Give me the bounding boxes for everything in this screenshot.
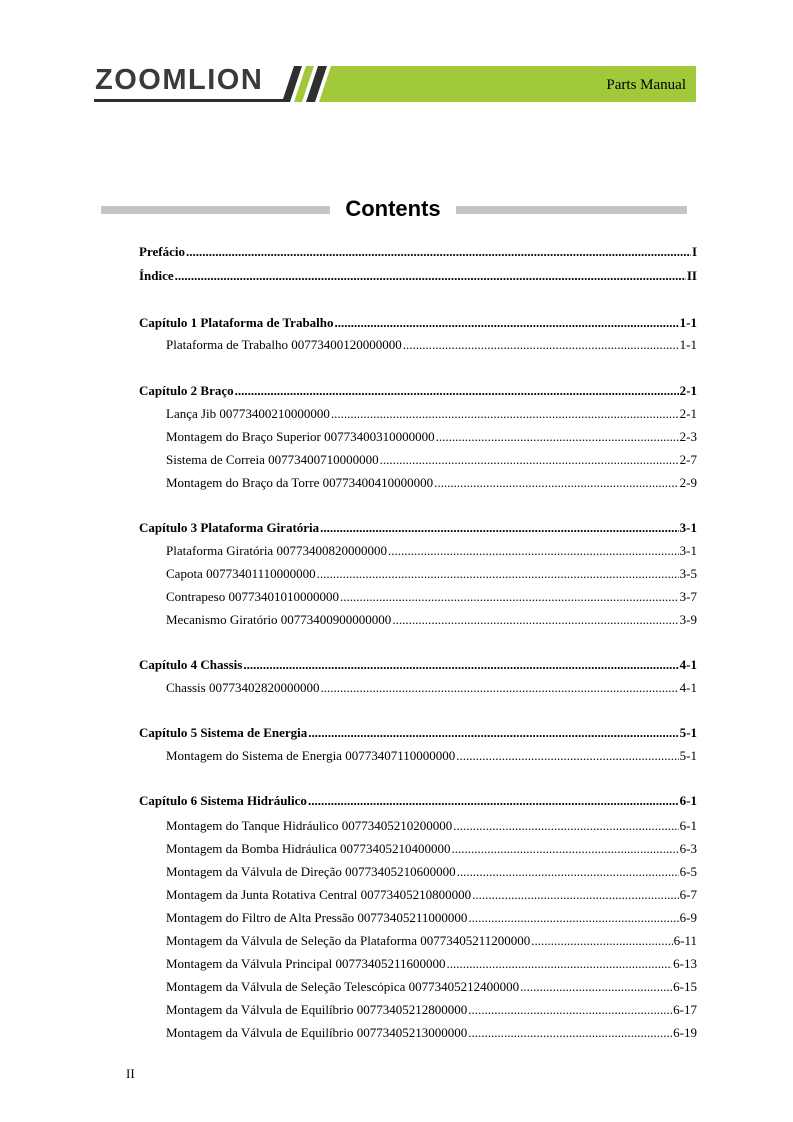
toc-leader-dots (317, 565, 679, 583)
toc-leader-dots (340, 588, 679, 606)
contents-rule-left (101, 206, 330, 214)
page-title: Contents (345, 196, 441, 221)
toc-entry[interactable] (166, 1001, 697, 1019)
toc-entry-label: Montagem da Válvula de Equilíbrio 00773405213000000 (166, 1025, 468, 1040)
toc-leader-dots (457, 863, 679, 881)
toc-entry-label: Plataforma Giratória 00773400820000000 (166, 543, 387, 558)
toc-entry[interactable] (166, 886, 697, 904)
toc-entry-label: Montagem da Válvula de Seleção da Plataforma 00773405211200000 (166, 933, 531, 948)
toc-leader-dots (453, 817, 678, 835)
toc-entry[interactable] (166, 978, 697, 996)
toc-leader-dots (446, 955, 672, 973)
toc-front-entry[interactable] (139, 243, 697, 261)
toc-entry-page: 6-11 (673, 933, 697, 948)
toc-entry-label: Capítulo 1 Plataforma de Trabalho (139, 315, 334, 330)
toc-leader-dots (468, 1024, 672, 1042)
toc-leader-dots (308, 792, 679, 810)
toc-leader-dots (434, 474, 679, 492)
toc-leader-dots (468, 909, 678, 927)
toc-leader-dots (472, 886, 679, 904)
toc-entry[interactable] (166, 588, 697, 606)
toc-entry-page: 6-3 (679, 841, 697, 856)
toc-entry-label: Montagem da Válvula de Seleção Telescópica 00773405212400000 (166, 979, 520, 994)
toc-entry-label: Mecanismo Giratório 00773400900000000 (166, 612, 392, 627)
toc-entry[interactable] (166, 679, 697, 697)
toc-entry-page: 6-9 (679, 910, 697, 925)
toc-entry-page: 2-1 (679, 383, 697, 398)
toc-entry-page: 3-1 (679, 520, 697, 535)
toc-entry-page: 6-1 (679, 818, 697, 833)
toc-entry[interactable] (166, 840, 697, 858)
toc-leader-dots (468, 1001, 672, 1019)
toc-entry-page: 3-9 (679, 612, 697, 627)
toc-entry-page: 6-7 (679, 887, 697, 902)
toc-entry-label: Montagem da Válvula de Equilíbrio 00773405212800000 (166, 1002, 468, 1017)
brand-logo: ZOOMLION (95, 64, 264, 96)
toc-chapter[interactable] (139, 519, 697, 537)
toc-entry-label: Capítulo 4 Chassis (139, 657, 243, 672)
toc-entry[interactable] (166, 1024, 697, 1042)
toc-entry-page: 2-3 (679, 429, 697, 444)
toc-leader-dots (335, 314, 679, 332)
toc-entry-label: Montagem da Válvula Principal 00773405211600000 (166, 956, 446, 971)
toc-entry[interactable] (166, 863, 697, 881)
toc-entry-label: Montagem do Sistema de Energia 00773407110000000 (166, 748, 456, 763)
toc-entry[interactable] (166, 611, 697, 629)
toc-leader-dots (320, 679, 678, 697)
toc-entry-page: 5-1 (679, 725, 697, 740)
toc-entry-page: 4-1 (679, 680, 697, 695)
toc-entry-label: Montagem da Junta Rotativa Central 00773405210800000 (166, 887, 472, 902)
toc-entry-label: Capítulo 5 Sistema de Energia (139, 725, 308, 740)
toc-leader-dots (175, 267, 686, 285)
toc-entry[interactable] (166, 955, 697, 973)
toc-entry-label: Capítulo 6 Sistema Hidráulico (139, 793, 307, 808)
toc-leader-dots (452, 840, 679, 858)
toc-entry-page: 6-19 (673, 1025, 697, 1040)
toc-leader-dots (520, 978, 672, 996)
toc-entry[interactable] (166, 474, 697, 492)
toc-chapter[interactable] (139, 314, 697, 332)
toc-entry-page: 6-17 (673, 1002, 697, 1017)
toc-entry[interactable] (166, 451, 697, 469)
toc-entry-label: Montagem do Tanque Hidráulico 00773405210200000 (166, 818, 453, 833)
toc-leader-dots (186, 243, 691, 261)
toc-entry-label: Sistema de Correia 00773400710000000 (166, 452, 379, 467)
toc-leader-dots (308, 724, 678, 742)
toc-entry-page: II (686, 268, 697, 283)
toc-leader-dots (403, 336, 679, 354)
toc-chapter[interactable] (139, 382, 697, 400)
toc-entry-page: 6-15 (673, 979, 697, 994)
toc-entry-page: 2-9 (679, 475, 697, 490)
toc-leader-dots (456, 747, 678, 765)
toc-entry[interactable] (166, 932, 697, 950)
toc-entry[interactable] (166, 909, 697, 927)
header-title: Parts Manual (606, 77, 686, 93)
toc-entry-page: 6-13 (673, 956, 697, 971)
toc-leader-dots (436, 428, 679, 446)
toc-entry-page: 2-1 (679, 406, 697, 421)
contents-rule-right (456, 206, 687, 214)
toc-entry-label: Montagem da Bomba Hidráulica 00773405210400000 (166, 841, 451, 856)
toc-chapter[interactable] (139, 656, 697, 674)
toc-entry[interactable] (166, 747, 697, 765)
toc-entry-label: Montagem do Filtro de Alta Pressão 00773405211000000 (166, 910, 468, 925)
toc-entry-page: 3-5 (679, 566, 697, 581)
toc-entry-label: Plataforma de Trabalho 00773400120000000 (166, 337, 402, 352)
toc-entry-label: Chassis 00773402820000000 (166, 680, 320, 695)
toc-entry[interactable] (166, 405, 697, 423)
toc-entry[interactable] (166, 542, 697, 560)
toc-entry-page: 5-1 (679, 748, 697, 763)
toc-entry-label: Índice (139, 268, 174, 283)
footer-page-number: II (126, 1066, 135, 1081)
toc-entry[interactable] (166, 565, 697, 583)
toc-entry-label: Capítulo 3 Plataforma Giratória (139, 520, 320, 535)
toc-entry-label: Montagem do Braço da Torre 00773400410000000 (166, 475, 434, 490)
toc-entry-page: 4-1 (679, 657, 697, 672)
header-underline (94, 99, 290, 102)
toc-entry-label: Capota 00773401110000000 (166, 566, 316, 581)
toc-entry[interactable] (166, 336, 697, 354)
toc-leader-dots (320, 519, 678, 537)
toc-leader-dots (235, 382, 679, 400)
toc-chapter[interactable] (139, 724, 697, 742)
toc-chapter[interactable] (139, 792, 697, 810)
toc-entry[interactable] (166, 817, 697, 835)
toc-leader-dots (331, 405, 679, 423)
toc-entry-label: Prefácio (139, 244, 185, 259)
toc-entry-label: Montagem do Braço Superior 00773400310000000 (166, 429, 435, 444)
toc-leader-dots (243, 656, 678, 674)
toc-entry-page: 3-1 (679, 543, 697, 558)
toc-entry-label: Contrapeso 00773401010000000 (166, 589, 339, 604)
toc-entry-page: 1-1 (679, 337, 697, 352)
toc-entry-page: 1-1 (679, 315, 697, 330)
toc-leader-dots (392, 611, 678, 629)
toc-entry-page: 6-1 (679, 793, 697, 808)
toc-leader-dots (531, 932, 672, 950)
toc-front-entry[interactable] (139, 267, 697, 285)
toc-leader-dots (388, 542, 679, 560)
toc-entry-label: Lança Jib 00773400210000000 (166, 406, 330, 421)
toc-leader-dots (380, 451, 679, 469)
toc-entry-label: Capítulo 2 Braço (139, 383, 234, 398)
toc-entry-page: I (691, 244, 697, 259)
toc-entry[interactable] (166, 428, 697, 446)
toc-entry-label: Montagem da Válvula de Direção 00773405210600000 (166, 864, 456, 879)
toc-entry-page: 6-5 (679, 864, 697, 879)
toc-entry-page: 2-7 (679, 452, 697, 467)
toc-entry-page: 3-7 (679, 589, 697, 604)
